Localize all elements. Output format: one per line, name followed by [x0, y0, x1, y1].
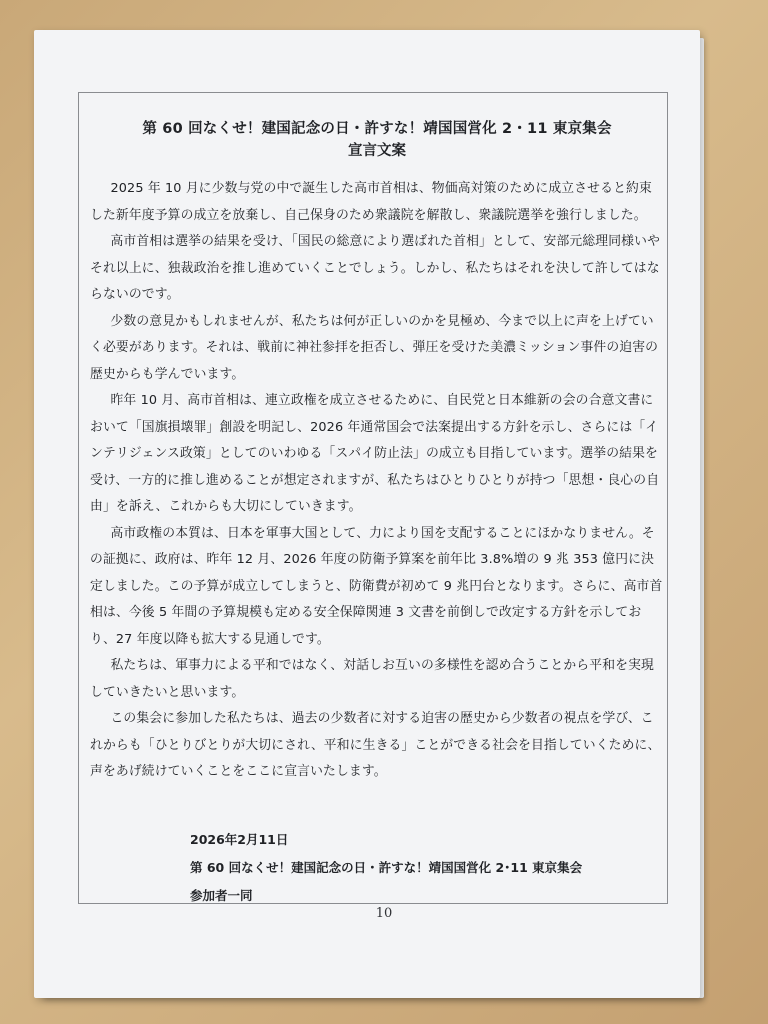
paragraph-2: 高市首相は選挙の結果を受け、「国民の総意により選ばれた首相」として、安部元総理同様いやそれ以上に、独裁政治を推し進めていくことでしょう。しかし、私たちはそれを決して許してはならないのです。 — [90, 234, 661, 302]
signoff-signatory: 参加者一同 — [190, 888, 253, 903]
document-title: 第 60 回なくせ！建国記念の日・許すな！靖国国営化 2・11 東京集会 — [142, 121, 612, 137]
paragraph-3: 少数の意見かもしれませんが、私たちは何が正しいのかを見極め、今まで以上に声を上げていく必要があります。それは、戦前に神社参拝を拒否し、弾圧を受けた美濃ミッション事件の迫害の歴史からも学んでいます。 — [90, 313, 659, 382]
signoff-organizer: 第 60 回なくせ！建国記念の日・許すな！靖国国営化 2･11 東京集会 — [190, 860, 583, 875]
signoff-date: 2026年2月11日 — [190, 832, 289, 847]
paragraph-7: この集会に参加した私たちは、過去の少数者に対する迫害の歴史から少数者の視点を学び、これからも「ひとりびとりが大切にされ、平和に生きる」ことができる社会を目指していくために、声をあげ続けていくことをここに宣言いたします。 — [90, 711, 661, 779]
page-number: 10 — [375, 906, 393, 921]
document-body — [90, 118, 664, 786]
paragraph-5: 高市政権の本質は、日本を軍事大国として、力により国を支配することにほかなりません。その証拠に、政府は、昨年 12 月、2026 年度の防衛予算案を前年比 3.8%増の 9 兆 353 億円に決定しました。この予算が成立してしまうと、防衛費が初めて 9 兆円台となります。さらに、高市首相は、今後 5 年間の予算規模も定める安全保障関連 3 文書を前倒しで改定する方針を示しており、27 年度以降も拡大する見通しです。 — [90, 525, 663, 647]
paragraph-6: 私たちは、軍事力による平和ではなく、対話しお互いの多様性を認め合うことから平和を実現していきたいと思います。 — [90, 658, 654, 700]
paragraph-4: 昨年 10 月、高市首相は、連立政権を成立させるために、自民党と日本維新の会の合意文書において「国旗損壊罪」創設を明記し、2026 年通常国会で法案提出する方針を示し、さらには「インテリジェンス政策」としてのいわゆる「スパイ防止法」の成立も目指しています。選挙の結果を受け、一方的に推し進めることが想定されますが、私たちはひとりひとりが持つ「思想・良心の自由」を訴え、これからも大切にしていきます。 — [90, 393, 660, 514]
signoff-block — [190, 826, 650, 910]
paragraph-1: 2025 年 10 月に少数与党の中で誕生した高市首相は、物価高対策のために成立させると約束した新年度予算の成立を放棄し、自己保身のため衆議院を解散し、衆議院選挙を強行しました。 — [90, 181, 652, 223]
document-subtitle: 宣言文案 — [348, 143, 406, 159]
